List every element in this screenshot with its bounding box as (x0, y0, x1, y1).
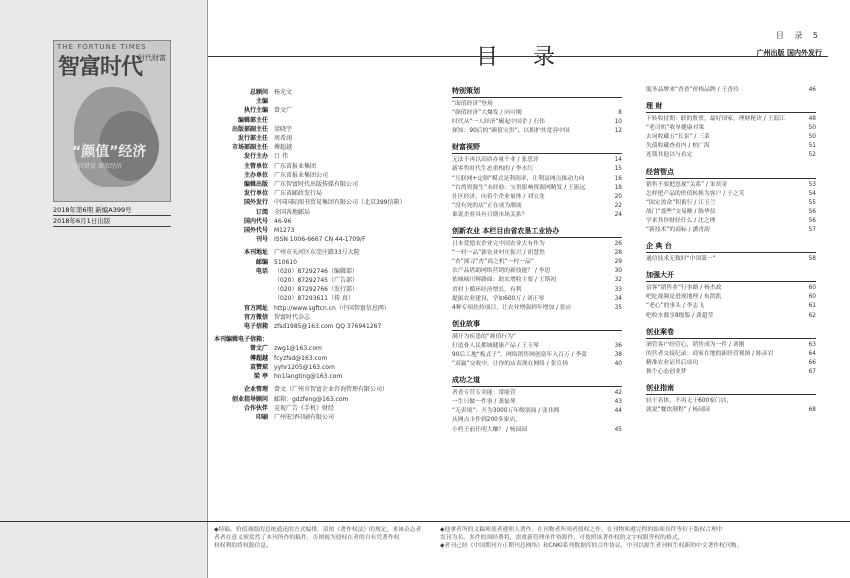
info-key: 电话 (255, 267, 268, 275)
info-row (208, 208, 448, 217)
info-row (208, 180, 448, 189)
toc-entry[interactable] (646, 151, 816, 160)
toc-entry-title: 农产品借助网络营销的新技能？ / 李思 (452, 268, 551, 275)
toc-entry-title: 战门“那些”交易额 / 陈华仪 (646, 208, 716, 215)
info-value: 广东省报业集团 (274, 162, 317, 170)
toc-entry-title: 打造骨人民都城健康产品 / 王玉琴 (452, 342, 539, 349)
toc-entry-page: 16 (614, 175, 622, 182)
info-key (208, 294, 274, 303)
toc-entry-title: 一生只做一件事 / 龚磊琴 (452, 399, 516, 406)
cover-sub: 时代财富 (138, 54, 166, 62)
info-row (208, 313, 448, 322)
toc-entry-page: 42 (614, 390, 622, 397)
toc-entry-page: 44 (614, 408, 622, 415)
toc-entry-page: 30 (614, 268, 622, 275)
info-row (208, 363, 448, 372)
toc-entry-title: 满开为疾患的“颜值行为” (452, 333, 516, 340)
info-row (208, 372, 448, 381)
info-row (208, 267, 448, 276)
info-key: 官方微信 (243, 313, 268, 321)
toc-entry[interactable] (646, 124, 816, 133)
toc-entry[interactable] (646, 181, 816, 190)
info-key: 执行主编 (243, 107, 268, 115)
toc-entry[interactable] (452, 333, 622, 342)
info-value: 曾文广 (274, 107, 293, 115)
footer-line: ◆他拿者所的文稿须使者遵照人著作，在刊物者所须者授权之作，在刊物须遵完程的始须具件等位于版权合理中 (440, 527, 723, 533)
info-row (208, 294, 448, 303)
toc-entry[interactable] (452, 156, 622, 165)
info-row (208, 171, 448, 180)
toc-entry-title: 无法不再以高质办量个业 / 张思评 (452, 157, 539, 164)
toc-entry[interactable] (452, 211, 622, 220)
toc-column-1 (452, 86, 622, 435)
toc-entry-page: 34 (614, 295, 622, 302)
left-cover-panel (0, 0, 208, 578)
toc-entry-page: 36 (614, 342, 622, 349)
info-key: 创业指导顾问 (231, 395, 268, 403)
info-value: 傅超越 (274, 144, 293, 152)
toc-section-title: 特别策划 (452, 86, 622, 98)
toc-section-title: 财富视野 (452, 142, 622, 154)
info-value: M1273 (274, 227, 295, 235)
toc-entry[interactable] (646, 368, 816, 377)
toc-entry-title: 90后工地“板式子”，网络销售网创富年入百万 / 李蕾 (452, 351, 587, 358)
toc-entry[interactable] (452, 342, 622, 351)
toc-entry-title: 从网点卡件到200多家店， (452, 417, 522, 424)
info-row (208, 152, 448, 161)
toc-entry[interactable] (452, 109, 622, 118)
cover-headline: “颜值”经济 (72, 144, 147, 160)
info-value: 广东省邮政发行局 (274, 190, 323, 198)
toc-entry[interactable] (646, 302, 816, 311)
toc-entry[interactable] (646, 359, 816, 368)
toc-section-title: 加强大开 (646, 270, 816, 282)
toc-entry-title: 谁说企业具有日期市场关系？ (452, 211, 528, 218)
toc-entry[interactable] (646, 255, 816, 264)
toc-column-2 (646, 86, 816, 415)
toc-entry-title: 学来其你财经什么 / 沈之理 (646, 217, 716, 224)
info-value: 510610 (274, 258, 297, 266)
toc-entry[interactable] (452, 351, 622, 360)
info-value: http://www.sgftcn.cn（中国智富信息网） (274, 304, 390, 312)
toc-entry-title: 就说“餐饮制程” / 杨园园 (646, 407, 710, 414)
info-row (208, 404, 448, 413)
info-value: zwg1@163.com (274, 345, 322, 353)
toc-entry-title: 去词收藏五“长景” / 三菜 (646, 134, 710, 141)
toc-entry-title: “无卖境”：开为3000万年级别面 / 张伟熙 (452, 408, 560, 415)
toc-entry-page: 61 (808, 303, 816, 310)
info-value: （020）87292766（发行部） (274, 286, 358, 294)
info-row (208, 217, 448, 226)
toc-entry-page: 52 (808, 152, 816, 159)
toc-entry-page: 26 (614, 241, 622, 248)
toc-entry-title: “面值经济”登场 (452, 101, 493, 107)
info-value: 46-96 (274, 217, 292, 225)
toc-entry[interactable] (452, 407, 622, 416)
toc-entry-title: “颜值经济”大爆发 / 向可刚 (452, 110, 522, 117)
info-key (208, 276, 274, 285)
info-key: 官方网址 (243, 304, 268, 312)
toc-entry[interactable] (452, 127, 622, 136)
cover-brand: 智富时代 (58, 55, 143, 80)
info-value: 吕 伟 (274, 153, 288, 161)
toc-entry-page: 64 (808, 350, 816, 357)
toc-entry[interactable] (452, 184, 622, 193)
info-value: 曾文（广州市智富企业咨询管理有限公司） (274, 386, 389, 394)
toc-section-title: 创业指南 (646, 383, 816, 395)
toc-entry[interactable] (452, 193, 622, 202)
toc-entry-title: 精准农业证其后成功 (646, 359, 699, 366)
toc-entry-title: 依城城川辉路面：助农增收主要 / 王斯初 (452, 277, 557, 284)
toc-entry-title: 社区经济，向着个企业量体 / 刘宝龙 (452, 193, 545, 200)
toc-entry[interactable] (452, 100, 622, 109)
info-value: （020）87293611（传 真） (274, 295, 354, 303)
footer-line: ◆特稿。价值观纸的总统通迅的方式编排，请按《著作权法》的规定，来该杂志者 (214, 527, 422, 533)
info-value: 邮箱：gdzfeng@163.com (274, 395, 349, 403)
toc-entry-title: “没有死的店”正在成为潮流 (452, 202, 522, 209)
info-value: 广东智富时代出版传媒有限公司 (274, 181, 359, 189)
info-row (208, 258, 448, 267)
toc-entry[interactable] (646, 208, 816, 217)
toc-entry[interactable] (646, 142, 816, 151)
toc-entry-title: 新零售时代生态重构的 / 李水红 (452, 166, 533, 173)
info-key: 出版部副主任 (231, 125, 268, 133)
toc-entry-title: 者香专营专卖能：常能营 (452, 390, 516, 397)
toc-section-title: 经营智点 (646, 167, 816, 179)
toc-entry[interactable] (452, 240, 622, 249)
footer-line: 权权利的将权源信息。 (214, 543, 272, 549)
info-row (208, 189, 448, 198)
info-key: 梁 亭 (253, 373, 268, 381)
info-key: 编辑部主任 (237, 116, 268, 124)
toc-entry-page: 46 (808, 87, 816, 93)
info-value: 全国各地邮局 (274, 208, 311, 216)
info-key (208, 285, 274, 294)
toc-entry[interactable] (452, 389, 622, 398)
toc-entry-title: 销售不要把忽视“关系” / 朱奕金 (646, 181, 728, 188)
toc-entry-title: 通信技术无数时“中国第一” (646, 256, 716, 263)
toc-entry[interactable] (646, 350, 816, 359)
masthead-info (208, 88, 448, 422)
toc-entry[interactable] (452, 304, 622, 313)
info-key: 市场部副主任 (231, 144, 268, 152)
toc-entry[interactable] (646, 293, 816, 302)
toc-entry-page: 32 (614, 277, 622, 284)
toc-entry[interactable] (452, 276, 622, 285)
info-value: （020）87292745（广告部） (274, 277, 358, 285)
page-title: 目 录 (476, 45, 569, 70)
toc-entry-page: 22 (614, 202, 622, 209)
info-key: 印刷 (255, 413, 268, 421)
info-key: 国外代号 (243, 227, 268, 235)
toc-entry[interactable] (452, 360, 622, 369)
toc-entry-page: 58 (808, 256, 816, 263)
toc-entry-page: 18 (614, 184, 622, 191)
toc-entry[interactable] (452, 202, 622, 211)
toc-entry-title: 提振农业建设，学如600万 / 刘正琴 (452, 295, 545, 302)
info-key: 国内代号 (243, 217, 268, 225)
footer-line: ◆者刊已经《中国期刊方正期刊总网络》和CNKI系列数据库的合作协议，中刊以源生者刊权生权新的中文著作权刊物。 (440, 543, 743, 549)
toc-entry[interactable] (452, 416, 622, 425)
info-value: （020）87292746（编辑部） (274, 267, 358, 275)
toc-entry-title: 连锁其他以与看定 (646, 152, 693, 159)
info-key: 本刊地址 (243, 249, 268, 257)
info-key: 本刊编辑电子信箱： (213, 336, 268, 344)
cover-brand-en: THE FORTUNE TIMES (57, 43, 147, 51)
info-value: 广州市天河区东莞庄路33号大院 (274, 249, 360, 257)
info-value: yyhr1205@163.com (274, 363, 335, 371)
info-value: ISSN 1006-6667 CN 44-1709/F (274, 236, 366, 244)
toc-entry-page: 53 (808, 181, 816, 188)
info-row (208, 395, 448, 404)
toc-entry[interactable] (452, 398, 622, 407)
toc-entry-title: “固定盈余”积蓄行 / 江玉兰 (646, 199, 716, 206)
info-key: 主办单位 (243, 171, 268, 179)
toc-section-title: 创业案卷 (646, 327, 816, 339)
toc-entry[interactable] (646, 406, 816, 415)
cover-subline: 时代财富 颜值经济 (72, 163, 122, 170)
toc-entry-title: 吧吃视频是进现地理 / 布凯凯 (646, 294, 722, 301)
toc-entry-page: 60 (808, 294, 816, 301)
info-key: 傅超越 (249, 354, 268, 362)
footer-line: 发刊为名，多件的须经费将，需重新管理单件资源件，可按照该著作权的文字权限等权的格式， (440, 535, 684, 541)
toc-entry-page: 38 (614, 351, 622, 358)
footer-note-2 (440, 526, 840, 550)
toc-entry[interactable] (646, 226, 816, 235)
toc-entry[interactable] (646, 86, 816, 95)
toc-entry[interactable] (452, 286, 622, 295)
info-row (208, 134, 448, 143)
info-row (208, 276, 448, 285)
toc-entry-title: 下转收持期：联的股票，最好国家，理财秘诀 / 王海江 (646, 116, 785, 123)
toc-entry-page: 45 (614, 426, 622, 433)
info-key: 主编 (255, 98, 268, 106)
toc-entry-title: “一村一品”新农业村庄振兴 / 胡慧然 (452, 250, 545, 257)
toc-entry-title: 吧收水都享8级版 / 龚超莹 (646, 312, 714, 319)
toc-entry-title: “老司机”收单健康对策 (646, 125, 705, 132)
toc-section-title: 理 财 (646, 101, 816, 113)
info-row (208, 198, 448, 207)
info-key: 电子信箱 (243, 323, 268, 331)
toc-entry-title: 怎样把产品的价值转换为客户 / 于之芙 (646, 190, 745, 197)
info-row (208, 97, 448, 106)
toc-entry[interactable] (646, 341, 816, 350)
issue-info (53, 205, 171, 227)
toc-entry[interactable] (452, 295, 622, 304)
toc-entry-page: 40 (614, 361, 622, 368)
toc-entry[interactable] (452, 118, 622, 127)
info-value: 广东省报业集团公司 (274, 171, 329, 179)
toc-entry[interactable] (452, 249, 622, 258)
toc-entry-title: 换个心态创业梦 (646, 368, 687, 375)
info-value: hn1langting@163.com (274, 373, 343, 381)
toc-section-title: 创新农业 本栏目由省农垦工业协办 (452, 226, 622, 238)
info-key: 袁赞琼 (249, 363, 268, 371)
toc-entry-page: 48 (808, 116, 816, 123)
publish-note: 广州出版 国内外发行 (756, 49, 822, 57)
toc-entry-page: 35 (614, 304, 622, 311)
toc-entry-page: 28 (614, 250, 622, 257)
info-row (208, 143, 448, 152)
info-key: 编辑出版 (243, 181, 268, 189)
toc-entry[interactable] (452, 258, 622, 267)
issue-line: 2018年第6期 新编A399号 (53, 205, 171, 216)
toc-entry-title: 日本爱德农企业完中国农业大有作为 (452, 241, 545, 248)
toc-entry[interactable] (452, 175, 622, 184)
info-value: 杨光文 (274, 89, 293, 96)
info-key: 邮编 (255, 258, 268, 266)
toc-entry-page: 15 (614, 166, 622, 173)
toc-entry-page: 56 (808, 217, 816, 224)
toc-entry[interactable] (646, 190, 816, 199)
info-row (208, 235, 448, 244)
toc-entry-page: 66 (808, 359, 816, 366)
toc-entry-page: 55 (808, 199, 816, 206)
toc-entry-title: 轻干名体，不再无于600家门店， (646, 397, 733, 404)
info-row (208, 322, 448, 331)
toc-entry[interactable] (452, 426, 622, 435)
toc-entry[interactable] (452, 267, 622, 276)
toc-entry-page: 54 (808, 190, 816, 197)
toc-entry[interactable] (452, 165, 622, 174)
toc-entry-title: 富客“销售业”行事路 / 杨杰政 (646, 285, 722, 292)
toc-entry-page: 57 (808, 227, 816, 234)
toc-entry[interactable] (646, 312, 816, 321)
info-row (208, 248, 448, 257)
toc-entry-page: 67 (808, 368, 816, 375)
toc-entry-title: “新技术”的商标 / 潘青韵 (646, 227, 710, 234)
info-row (208, 304, 448, 313)
toc-entry-title: “双赢”交收中，让你的店表现在网络 / 张宣扬 (452, 361, 568, 368)
info-key: 刊号 (255, 236, 268, 244)
info-row (208, 88, 448, 97)
toc-entry-page: 14 (614, 157, 622, 164)
toc-entry-title: 时代从“一人经济”崛起中国企 / 石伟 (452, 119, 545, 126)
toc-entry-page: 50 (808, 134, 816, 141)
info-key: 国外发行 (243, 199, 268, 207)
info-row (208, 162, 448, 171)
toc-entry-title: 4种专项扶持项目，让农业增强到年增加 / 张应 (452, 304, 572, 311)
toc-entry[interactable] (646, 199, 816, 208)
info-row (208, 354, 448, 363)
toc-entry-page: 60 (808, 285, 816, 292)
info-row (208, 226, 448, 235)
toc-entry-title: “台湾资源生”未经验：宝贵影响资源网精发 / 王振远 (452, 184, 586, 191)
toc-entry-page: 63 (808, 341, 816, 348)
toc-entry-page: 8 (618, 110, 622, 117)
toc-entry-page: 43 (614, 399, 622, 406)
toc-entry-title: 的营者交接纪录：商家在地的新经营观图 / 陈彦岩 (646, 350, 774, 357)
toc-section-title: 成功之道 (452, 375, 622, 387)
footer-rule-left (0, 521, 208, 522)
info-value: fcyzfsd@163.com (274, 354, 328, 362)
toc-entry-title: 省村上循环经济增长，有利 (452, 286, 522, 293)
toc-page (208, 0, 850, 578)
issue-line: 2018年6月1日出版 (53, 216, 171, 227)
info-value: 智富时代杂志 (274, 313, 311, 321)
toc-entry-page: 20 (614, 193, 622, 200)
info-row (208, 285, 448, 294)
toc-entry-title: 服务品牌来“香香”价格品牌 / 王香玲 (646, 87, 739, 93)
toc-entry-title: 小档王前任明大赚？ / 杨园园 (452, 426, 528, 433)
toc-entry-title: “互联网+定制”模式是利润率，让利益网点推动力向 (452, 175, 585, 182)
info-value: 广州宏泽印刷有限公司 (274, 413, 335, 421)
toc-entry-page: 50 (808, 125, 816, 132)
toc-entry[interactable] (646, 284, 816, 293)
toc-entry-page: 33 (614, 286, 622, 293)
info-key: 总顾问 (249, 89, 268, 96)
info-key: 合作伙伴 (243, 404, 268, 412)
info-key: 发行单位 (243, 190, 268, 198)
toc-entry[interactable] (646, 115, 816, 124)
toc-entry-title: 失债收藏查看内 / 柏广海 (646, 143, 710, 150)
toc-entry-title: 探知：90后的“颜值宝贵”，以拥护其宽容中国 (452, 128, 570, 135)
info-value: 梁晓宇 (274, 125, 293, 133)
toc-entry-page: 10 (614, 119, 622, 126)
footer-line: 者者在意义须赏然了本刊所作的稿件，否则视为侵权在者的自有凭著作权 (214, 535, 400, 541)
info-key: 发行部主任 (237, 135, 268, 143)
toc-entry[interactable] (646, 397, 816, 406)
info-key: 订阅 (255, 208, 268, 216)
info-row (208, 385, 448, 394)
info-value: 竞视广告《手机》财经 (274, 404, 335, 412)
info-value: 中国国际图书贸易集团有限公司（北京399信箱） (274, 199, 406, 207)
footer-rule (208, 521, 850, 522)
toc-entry[interactable] (646, 133, 816, 142)
info-key: 曾文广 (249, 345, 268, 353)
page-number: 目 录 5 (775, 31, 822, 40)
info-row (208, 125, 448, 134)
toc-entry-title: 酒管客户经营心，销售成为一件 / 刘刚 (646, 341, 745, 348)
toc-entry-page: 24 (614, 211, 622, 218)
toc-entry-title: “杏”探寻“杏”商之机“一村一品” (452, 259, 534, 266)
toc-entry-page: 51 (808, 143, 816, 150)
toc-entry-page: 68 (808, 407, 816, 414)
footer-note-1 (214, 526, 434, 550)
title-rule (208, 56, 828, 57)
info-value: 周希翊 (274, 135, 293, 143)
magazine-cover (53, 40, 171, 202)
info-row (208, 413, 448, 422)
toc-section-title: 企 典 台 (646, 241, 816, 253)
toc-entry-page: 62 (808, 312, 816, 319)
toc-section-title: 创业故事 (452, 319, 622, 331)
toc-entry-title: “老心”的事头 / 李志飞 (646, 303, 705, 310)
info-row (208, 344, 448, 353)
info-value: zfsd1985@163.com QQ 376941267 (274, 323, 382, 331)
info-key: 主管单位 (243, 162, 268, 170)
toc-entry-page: 12 (614, 128, 622, 135)
info-row (208, 335, 448, 344)
toc-entry[interactable] (646, 217, 816, 226)
info-key: 企业管理 (243, 386, 268, 394)
toc-entry-page: 29 (614, 259, 622, 266)
info-key: 发行主办 (243, 153, 268, 161)
info-row (208, 116, 448, 125)
toc-entry-page: 56 (808, 208, 816, 215)
info-row (208, 106, 448, 115)
